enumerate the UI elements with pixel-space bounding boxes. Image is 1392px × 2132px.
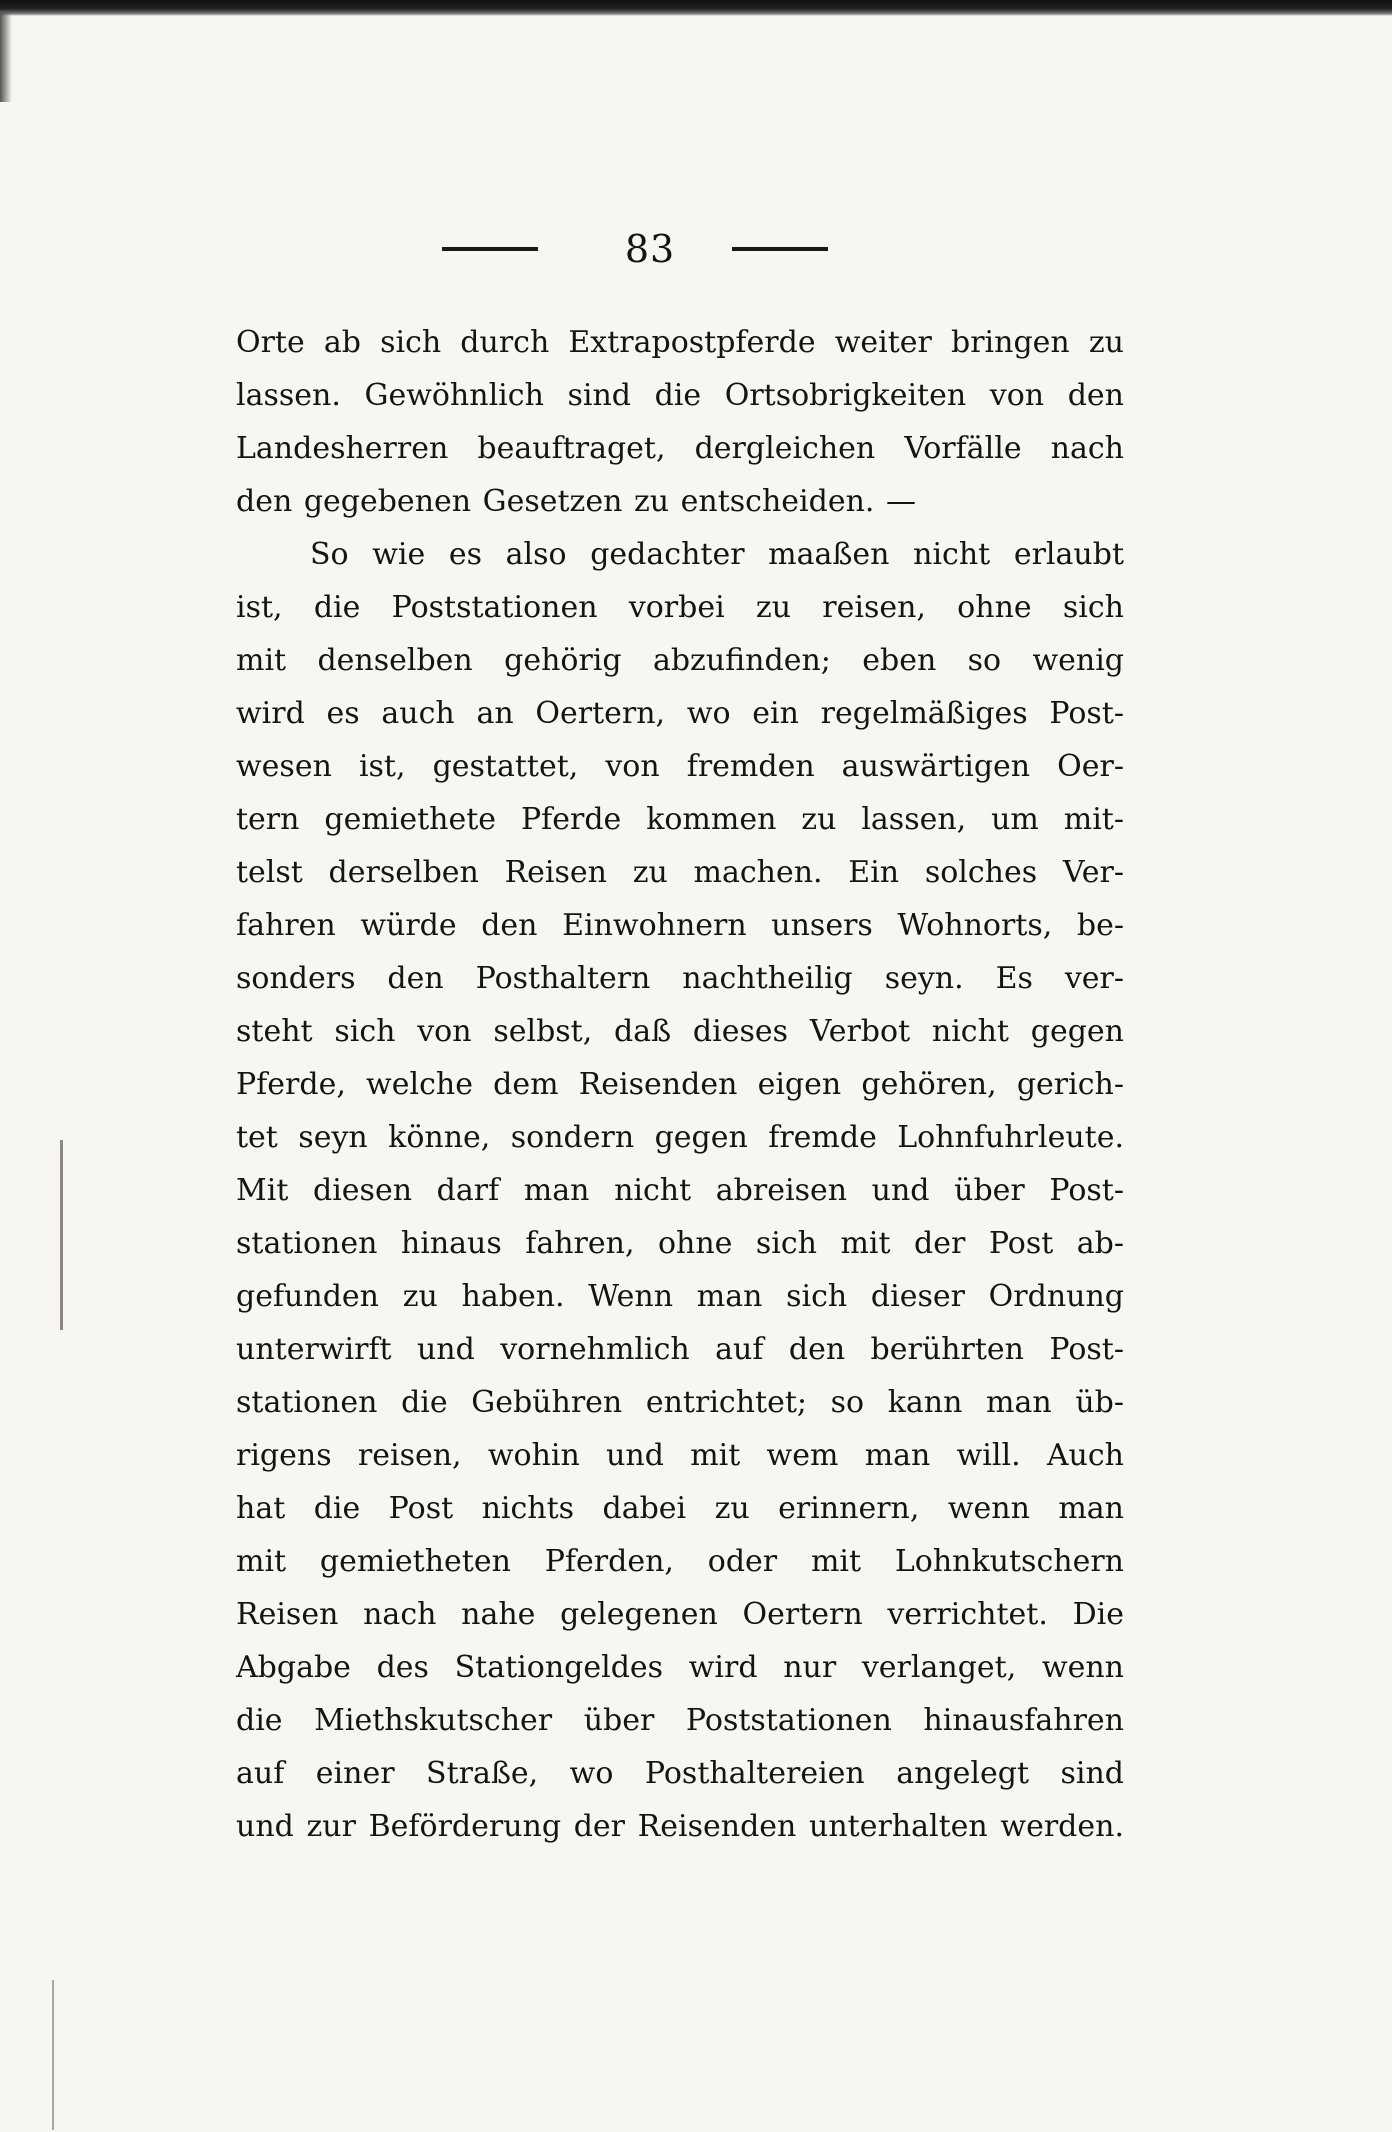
text-line: fahren würde den Einwohnern unsers Wohnorts, be- [236,908,1124,943]
text-line: mit gemietheten Pferden, oder mit Lohnkutschern [236,1544,1124,1579]
text-line: sonders den Posthaltern nachtheilig seyn. Es ver- [236,961,1124,996]
text-line: unterwirft und vornehmlich auf den berührten Post- [236,1332,1124,1367]
text-line: stationen hinaus fahren, ohne sich mit der Post ab- [236,1226,1124,1261]
text-line: auf einer Straße, wo Posthaltereien angelegt sind [236,1756,1124,1791]
text-line: die Miethskutscher über Poststationen hinausfahren [236,1703,1124,1738]
text-line: Abgabe des Stationgeldes wird nur verlanget, wenn [236,1650,1124,1685]
text-line: mit denselben gehörig abzufinden; eben so wenig [236,643,1124,678]
text-line: ist, die Poststationen vorbei zu reisen, ohne sich [236,590,1124,625]
text-line: tet seyn könne, sondern gegen fremde Lohnfuhrleute. [236,1120,1124,1155]
scan-top-edge [0,0,1392,16]
text-line: Landesherren beauftraget, dergleichen Vorfälle nach [236,431,1124,466]
scan-corner-shadow [0,12,12,102]
text-line: telst derselben Reisen zu machen. Ein solches Ver- [236,855,1124,890]
text-line: Mit diesen darf man nicht abreisen und über Post- [236,1173,1124,1208]
text-line: Orte ab sich durch Extrapostpferde weiter bringen zu [236,325,1124,360]
text-line: wird es auch an Oertern, wo ein regelmäßiges Post- [236,696,1124,731]
text-line: lassen. Gewöhnlich sind die Ortsobrigkeiten von den [236,378,1124,413]
text-line: gefunden zu haben. Wenn man sich dieser Ordnung [236,1279,1124,1314]
text-line: So wie es also gedachter maaßen nicht erlaubt [310,537,1124,572]
header-dash-left [442,247,538,251]
text-line: tern gemiethete Pferde kommen zu lassen, um mit- [236,802,1124,837]
text-line: den gegebenen Gesetzen zu entscheiden. — [236,484,916,519]
text-line: wesen ist, gestattet, von fremden auswärtigen Oer- [236,749,1124,784]
text-line: und zur Beförderung der Reisenden unterhalten werden. [236,1809,1124,1844]
gutter-mark [60,1140,63,1330]
text-line: hat die Post nichts dabei zu erinnern, wenn man [236,1491,1124,1526]
text-line: rigens reisen, wohin und mit wem man will. Auch [236,1438,1124,1473]
page-header [0,225,1392,285]
header-dash-right [732,247,828,251]
gutter-mark [52,1980,54,2130]
text-line: Pferde, welche dem Reisenden eigen gehören, gerich- [236,1067,1124,1102]
page-number: 83 [624,227,676,271]
text-line: stationen die Gebühren entrichtet; so kann man üb- [236,1385,1124,1420]
text-line: Reisen nach nahe gelegenen Oertern verrichtet. Die [236,1597,1124,1632]
text-line: steht sich von selbst, daß dieses Verbot nicht gegen [236,1014,1124,1049]
